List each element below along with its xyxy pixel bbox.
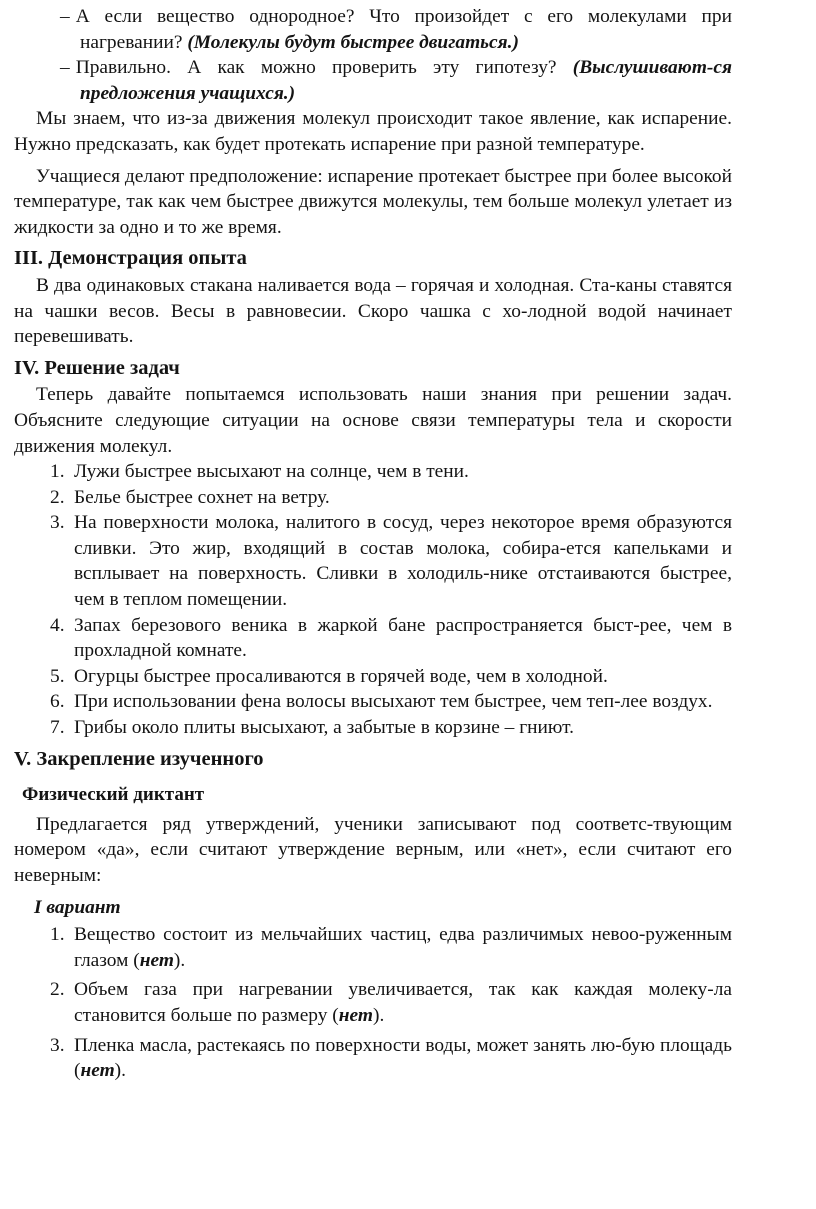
dialogue-text: А если вещество однородное? Что произойдет с его молекулами при нагревании? — [75, 6, 732, 53]
paragraph-problems-intro: Теперь давайте попытаемся использовать наши знания при решении задач. Объясните следующие ситуации на основе связи температуры тела и скорости движения молекул. — [14, 384, 732, 457]
dialogue-line-1 — [14, 4, 732, 55]
list-item: 3. Пленка масла, растекаясь по поверхности воды, может занять лю-бую площадь (нет). — [50, 1034, 732, 1082]
list-item — [14, 510, 732, 612]
list-number: 4. — [50, 614, 65, 636]
list-item — [14, 664, 732, 690]
list-text: Пленка масла, растекаясь по поверхности воды, может занять лю-бую площадь — [74, 1034, 732, 1056]
paragraph-hypothesis: Учащиеся делают предположение: испарение протекает быстрее при более высокой температуре, так как чем быстрее движутся молекулы, тем больше молекул улетает из жидкости за одно и то же время. — [14, 165, 732, 238]
list-number: 3. — [50, 1034, 65, 1056]
list-number: 2. — [50, 979, 65, 1001]
list-item — [14, 459, 732, 485]
problems-list — [14, 459, 732, 741]
list-number: 7. — [50, 717, 65, 739]
dialogue-dash: – — [60, 6, 70, 27]
answer-label: нет — [80, 1060, 115, 1082]
dialogue-line-2 — [14, 55, 732, 106]
dialogue-dash: – — [60, 57, 70, 79]
list-item — [14, 613, 732, 664]
list-item: 2. Объем газа при нагревании увеличивается, так как каждая молеку-ла становится больше по размеру (нет). — [50, 979, 732, 1026]
list-number: 2. — [50, 486, 65, 508]
list-number: 6. — [50, 691, 65, 713]
dialogue-answer: (Молекулы будут быстрее двигаться.) — [187, 31, 519, 53]
variant-label: I вариант — [34, 896, 121, 918]
list-item: 1. Вещество состоит из мельчайших частиц, едва различимых невоо-руженным глазом (нет). — [50, 924, 732, 971]
answer-label: нет — [338, 1004, 373, 1026]
list-number: 1. — [50, 924, 65, 946]
paragraph-evaporation: Мы знаем, что из-за движения молекул происходит такое явление, как испарение. Нужно предсказать, как будет протекать испарение при разной температуре. — [14, 108, 732, 155]
list-number: 3. — [50, 512, 65, 534]
list-text: Запах березового веника в жаркой бане распространяется быст-рее, чем в прохладной комнате. — [74, 614, 732, 662]
list-item — [14, 485, 732, 511]
list-item — [14, 715, 732, 741]
dictation-list — [14, 922, 732, 1084]
section-heading-consolidation: V. Закрепление изученного — [14, 747, 264, 770]
paragraph-dictation-intro: Предлагается ряд утверждений, ученики записывают под соответс-твующим номером «да», если считают утверждение верным, или «нет», если считают его неверным: — [14, 813, 732, 886]
list-item — [14, 689, 732, 715]
subheading-dictation: Физический диктант — [22, 784, 205, 806]
answer-label: нет — [139, 949, 174, 971]
list-text: Белье быстрее сохнет на ветру. — [74, 486, 330, 508]
section-heading-demonstration: III. Демонстрация опыта — [14, 247, 247, 270]
list-text: Объем газа при нагревании увеличивается, так как каждая молеку-ла становится больше по размеру — [74, 979, 732, 1026]
list-text: Вещество состоит из мельчайших частиц, едва различимых невоо-руженным глазом — [74, 924, 732, 971]
list-number: 1. — [50, 461, 65, 483]
dialogue-text: Правильно. А как можно проверить эту гипотезу? — [75, 57, 557, 79]
list-text: Лужи быстрее высыхают на солнце, чем в тени. — [74, 461, 469, 483]
list-number: 5. — [50, 665, 65, 687]
document-page — [14, 4, 732, 1084]
dialogue-answer: (Выслушивают-ся предложения учащихся.) — [80, 57, 732, 104]
section-heading-problems: IV. Решение задач — [14, 356, 180, 379]
paragraph-demonstration: В два одинаковых стакана наливается вода – горячая и холодная. Ста-каны ставятся на чашки весов. Весы в равновесии. Скоро чашка с хо-лодной водой начинает перевешивать. — [14, 274, 732, 348]
list-text: При использовании фена волосы высыхают тем быстрее, чем теп-лее воздух. — [74, 691, 713, 713]
list-tail: . — [379, 1004, 385, 1026]
list-text: На поверхности молока, налитого в сосуд, через некоторое время образуются сливки. Это жир, входящий в состав молока, собира-ется капельками и всплывает на поверхность. Сливки в холодиль-нике отстаиваются быстрее, чем в теплом помещении. — [74, 512, 732, 611]
list-tail: . — [121, 1060, 126, 1082]
list-text: Грибы около плиты высыхают, а забытые в корзине – гниют. — [74, 717, 575, 739]
list-text: Огурцы быстрее просаливаются в горячей воде, чем в холодной. — [74, 665, 608, 687]
list-tail: . — [180, 949, 186, 971]
